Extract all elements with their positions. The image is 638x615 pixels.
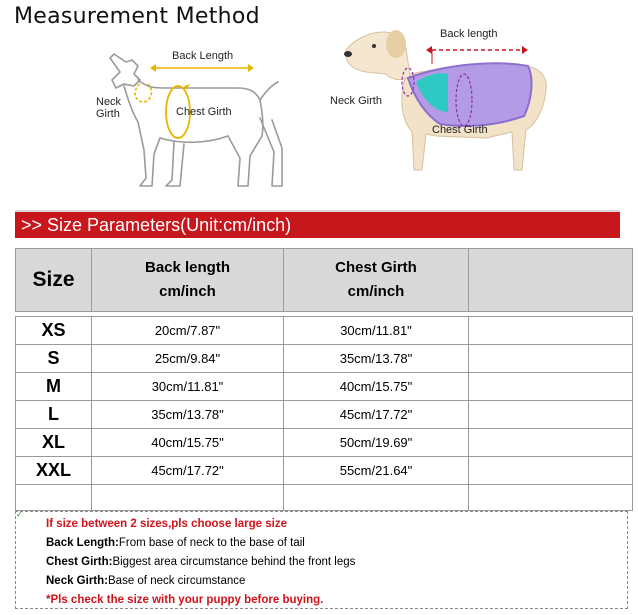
photo-chest-girth-label: Chest Girth (432, 124, 488, 136)
table-row (16, 401, 633, 429)
empty-cell (469, 401, 633, 429)
table-blank-row (16, 485, 633, 511)
back-length-cell: 25cm/9.84" (92, 345, 284, 373)
size-parameters-banner: >> Size Parameters(Unit:cm/inch) (15, 212, 620, 238)
note-neck-label: Neck Girth: (46, 575, 108, 587)
empty-cell (469, 429, 633, 457)
photo-back-length-label: Back length (440, 28, 498, 40)
table-row (16, 373, 633, 401)
chest-girth-cell: 40cm/15.75" (284, 373, 469, 401)
size-cell: XS (16, 317, 92, 345)
table-row (16, 317, 633, 345)
size-cell: L (16, 401, 92, 429)
dog-outline-diagram (88, 40, 298, 205)
note-back-label: Back Length: (46, 537, 119, 549)
back-length-cell: 30cm/11.81" (92, 373, 284, 401)
note-chest-girth (46, 553, 627, 572)
size-cell: XL (16, 429, 92, 457)
diagram-chest-girth-label: Chest Girth (176, 106, 232, 118)
size-cell: M (16, 373, 92, 401)
note-chest-label: Chest Girth: (46, 556, 113, 568)
chest-girth-cell: 30cm/11.81" (284, 317, 469, 345)
table-row (16, 457, 633, 485)
note-back-length (46, 534, 627, 553)
size-cell: XXL (16, 457, 92, 485)
size-table (15, 248, 633, 511)
diagram-back-length-label: Back Length (172, 50, 234, 62)
empty-cell (469, 457, 633, 485)
note-size-advice: If size between 2 sizes,pls choose large size (46, 518, 287, 530)
empty-cell (92, 485, 284, 511)
header-size: Size (16, 249, 92, 312)
note-neck-text: Base of neck circumstance (108, 575, 246, 587)
empty-cell (16, 485, 92, 511)
header-empty (469, 249, 633, 312)
back-length-cell: 40cm/15.75" (92, 429, 284, 457)
note-neck-girth (46, 572, 627, 591)
empty-cell (469, 317, 633, 345)
back-length-cell: 45cm/17.72" (92, 457, 284, 485)
header-chest-line1: Chest Girth (335, 259, 417, 276)
check-mark-icon: ✓ (16, 510, 23, 519)
table-row (16, 345, 633, 373)
diagram-neck-girth-label: Neck Girth (96, 96, 122, 120)
chest-girth-cell: 35cm/13.78" (284, 345, 469, 373)
photo-neck-girth-label: Neck Girth (330, 95, 382, 107)
size-cell: S (16, 345, 92, 373)
table-row (16, 429, 633, 457)
chest-girth-cell: 45cm/17.72" (284, 401, 469, 429)
page-title: Measurement Method (14, 4, 260, 29)
note-chest-text: Biggest area circumstance behind the front legs (112, 556, 356, 568)
chest-girth-cell: 55cm/21.64" (284, 457, 469, 485)
note-back-text: From base of neck to the base of tail (118, 537, 305, 549)
header-back-line2: cm/inch (159, 283, 216, 300)
empty-cell (469, 373, 633, 401)
header-chest-line2: cm/inch (347, 283, 405, 300)
empty-cell (469, 345, 633, 373)
notes-box (15, 511, 628, 609)
header-back-length (92, 249, 284, 312)
empty-cell (469, 485, 633, 511)
header-chest-girth (284, 249, 469, 312)
table-header-row (16, 249, 633, 312)
back-length-cell: 20cm/7.87" (92, 317, 284, 345)
empty-cell (284, 485, 469, 511)
back-length-cell: 35cm/13.78" (92, 401, 284, 429)
chest-girth-cell: 50cm/19.69" (284, 429, 469, 457)
header-back-line1: Back length (144, 259, 231, 276)
note-check-warning: *Pls check the size with your puppy before buying. (46, 594, 324, 606)
